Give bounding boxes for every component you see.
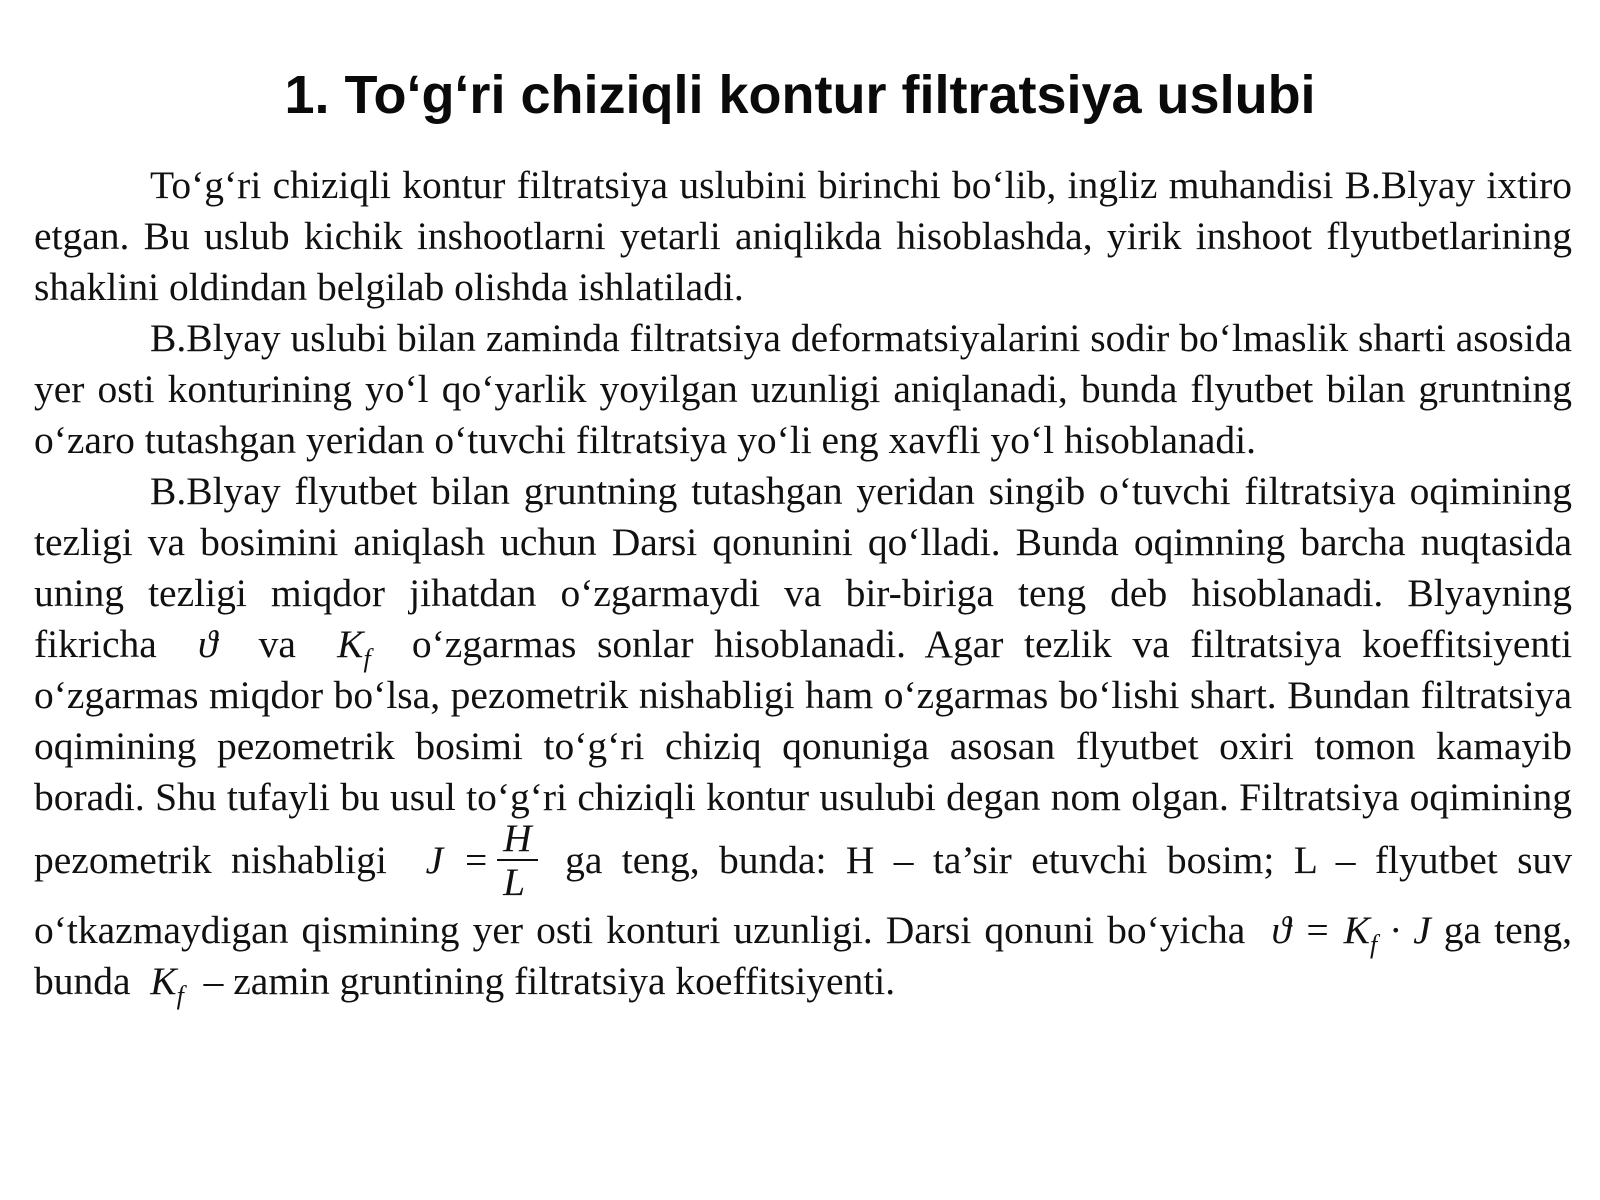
paragraph-3-text-d: ga teng, bunda xyxy=(34,908,1573,1003)
formula-darcy-lhs: ϑ = K xyxy=(1271,908,1370,952)
slide-title: 1. To‘g‘ri chiziqli kontur filtratsiya uslubi xyxy=(284,65,1316,125)
formula-darcy-rhs: · J xyxy=(1390,908,1431,952)
paragraph-2: B.Blyay uslubi bilan zaminda filtratsiya deformatsiyalarini sodir bo‘lmaslik sharti asosida yer osti konturining yo‘l qo‘yarlik yoyilgan uzunligi aniqlanadi, bunda flyutbet bilan gruntning o‘zaro tutashgan yeridan o‘tuvchi filtratsiya yo‘li eng xavfli yo‘l hisoblanadi. xyxy=(34,316,1572,462)
paragraph-3-text-c: ga teng, bunda: H – ta’sir etuvchi bosim; L – flyutbet suv o‘tkazmaydigan qismining yer osti konturi uzunligi. Darsi qonuni bo‘yicha xyxy=(34,838,1572,952)
paragraph-3-text-e: – zamin gruntining filtratsiya koeffitsiyenti. xyxy=(203,959,896,1003)
formula-j-fraction xyxy=(497,816,538,904)
paragraph-3-va: va xyxy=(258,622,296,666)
symbol-kf-sub: f xyxy=(363,644,371,673)
formula-j-numerator: H xyxy=(497,819,538,861)
symbol-kf-k: K xyxy=(337,622,364,666)
paragraph-1: To‘g‘ri chiziqli kontur filtratsiya uslubini birinchi bo‘lib, ingliz muhandisi B.Blyay ixtiro etgan. Bu uslub kichik inshootlarni yetarli aniqlikda hisoblashda, yirik inshoot flyutbetlarining shaklini oldindan belgilab olishda ishlatiladi. xyxy=(34,163,1572,309)
formula-j-denominator: L xyxy=(503,860,526,904)
slide-body xyxy=(34,160,1573,1010)
symbol-kf-2-k: K xyxy=(150,959,177,1003)
formula-darcy-sub: f xyxy=(1369,930,1378,959)
paragraph-3-text-b: o‘zgarmas sonlar hisoblanadi. Agar tezlik va filtratsiya koeffitsiyenti o‘zgarmas miqdor bo‘lsa, pezometrik nishabligi ham o‘zgarmas bo‘lishi shart. Bundan filtratsiya oqimining pezometrik bosimi to‘g‘ri chiziq qonuniga asosan flyutbet oxiri tomon kamayib boradi. Shu tufayli bu usul to‘g‘ri chiziqli kontur usulubi degan nom olgan. Filtratsiya oqimining pezometrik nishabligi xyxy=(34,622,1573,883)
paragraph-3-text-a: B.Blyay flyutbet bilan gruntning tutashgan yeridan singib o‘tuvchi filtratsiya oqimining tezligi va bosimini aniqlash uchun Darsi qonunini qo‘lladi. Bunda oqimning barcha nuqtasida uning tezligi miqdor jihatdan o‘zgarmaydi va bir-biriga teng deb hisoblanadi. Blyayning fikricha xyxy=(34,469,1572,666)
symbol-kf-2-sub: f xyxy=(176,981,184,1010)
formula-j-lhs: J = xyxy=(425,838,490,883)
formula-darcy xyxy=(1271,908,1431,959)
symbol-kf xyxy=(337,622,371,673)
paragraph-3 xyxy=(34,466,1573,1010)
symbol-theta: ϑ xyxy=(198,622,218,666)
symbol-kf-2 xyxy=(150,959,184,1010)
